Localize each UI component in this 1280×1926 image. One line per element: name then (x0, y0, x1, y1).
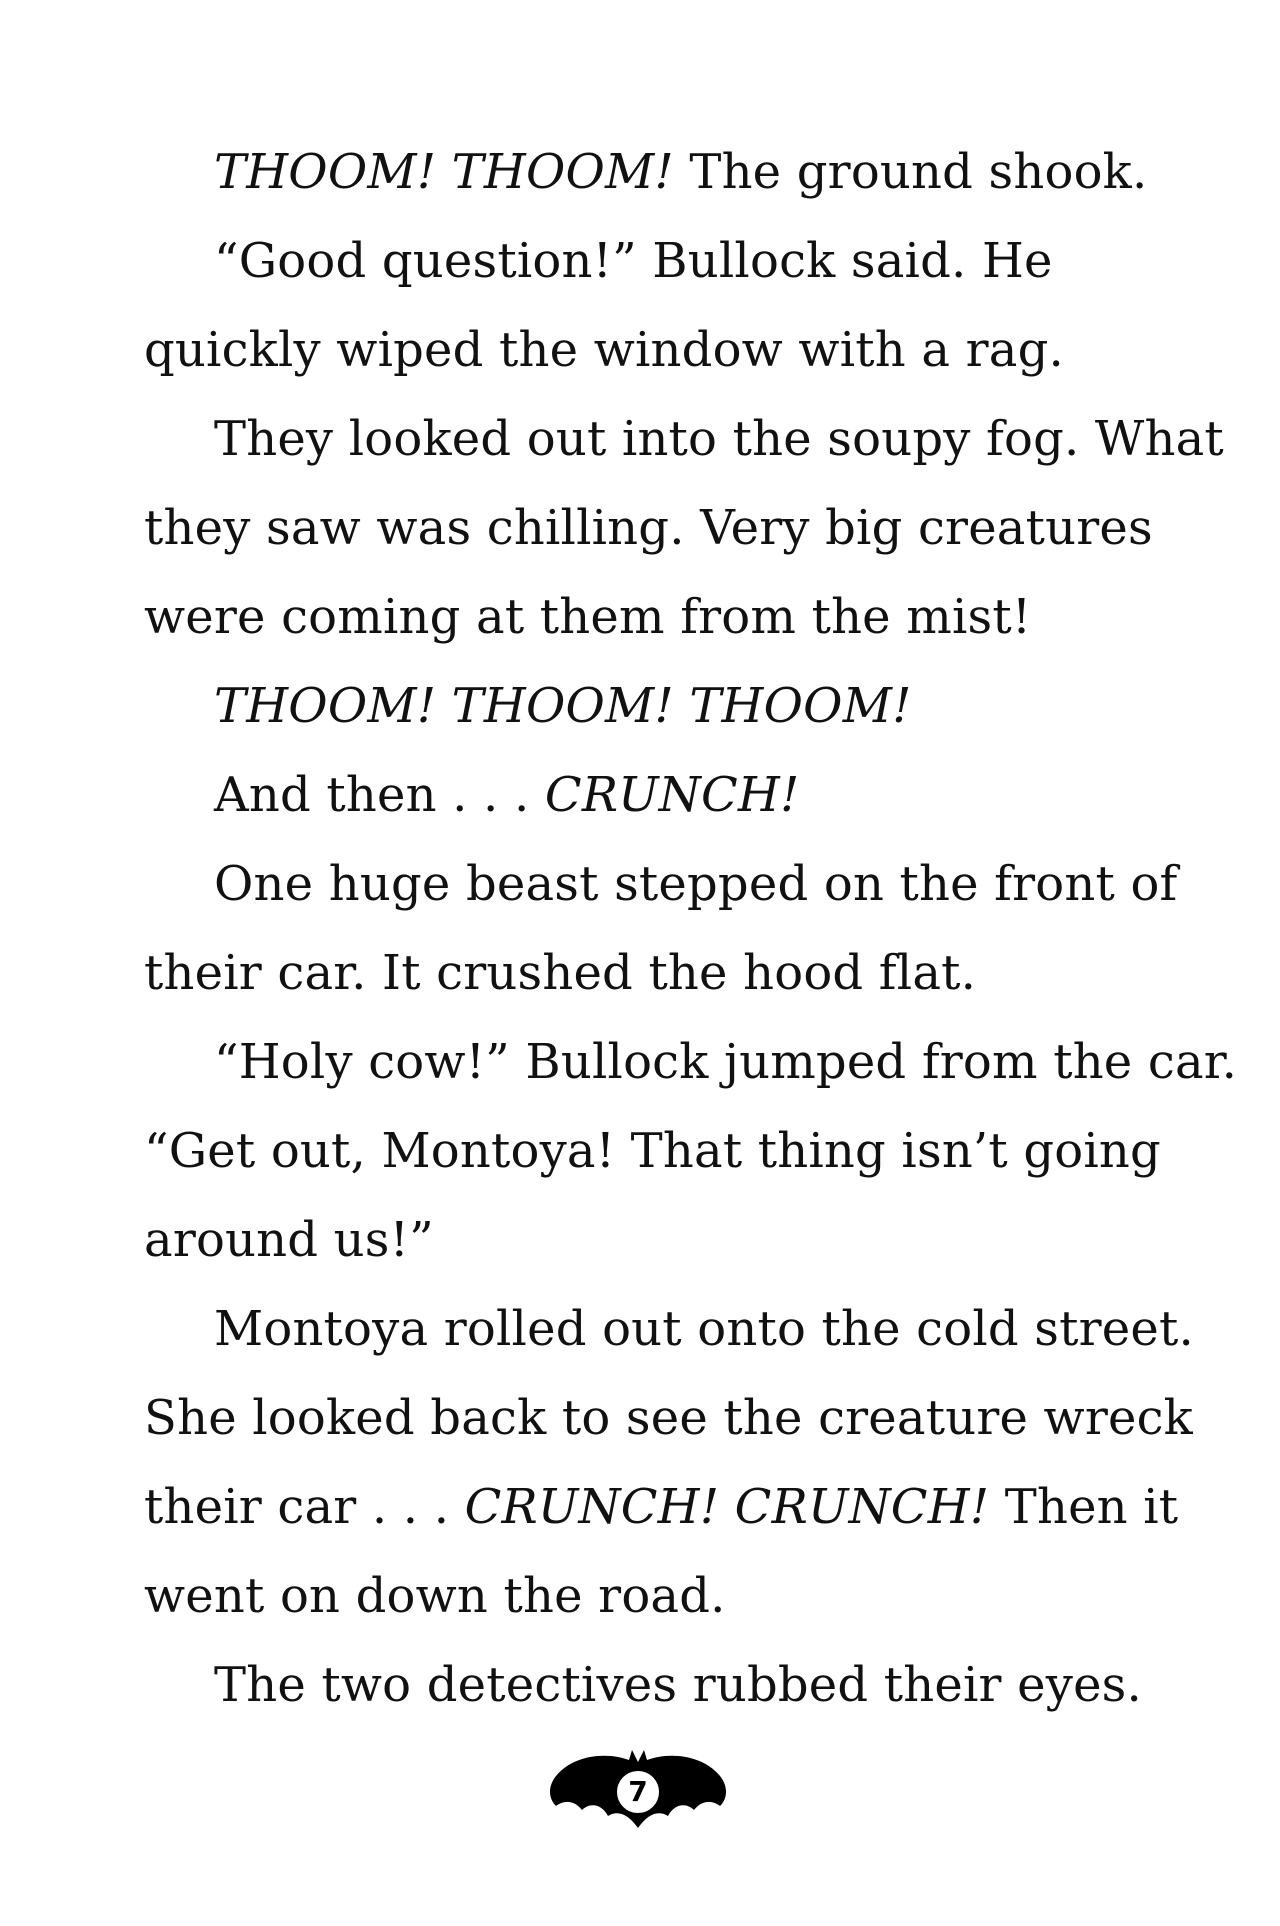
text-span: around us!” (144, 1212, 434, 1268)
text-span: Montoya rolled out onto the cold street. (214, 1301, 1194, 1357)
text-line (144, 1107, 1161, 1196)
text-span: were coming at them from the mist! (144, 589, 1032, 645)
story-text (144, 128, 1238, 1730)
text-line (144, 1018, 1238, 1107)
text-line (144, 395, 1224, 484)
sound-effect: CRUNCH! CRUNCH! (464, 1479, 990, 1535)
page-number: 7 (628, 1775, 648, 1808)
text-span: She looked back to see the creature wreck (144, 1390, 1193, 1446)
text-line (144, 1641, 1144, 1730)
text-line (144, 128, 1148, 217)
text-line (144, 573, 1144, 662)
text-line (144, 840, 1178, 929)
sound-effect: CRUNCH! (544, 767, 800, 823)
text-line (144, 484, 1153, 573)
text-span: went on down the road. (144, 1568, 726, 1624)
text-line (144, 1552, 1144, 1641)
text-span: They looked out into the soupy fog. What (214, 411, 1224, 467)
text-line (144, 217, 1144, 306)
text-span: their car. It crushed the hood flat. (144, 945, 977, 1001)
text-line (144, 1374, 1193, 1463)
text-line (144, 751, 1144, 840)
text-line (144, 1285, 1194, 1374)
text-span: their car . . . (144, 1479, 465, 1535)
text-span: quickly wiped the window with a rag. (144, 322, 1064, 378)
sound-effect: THOOM! THOOM! THOOM! (214, 678, 912, 734)
page-number-badge (548, 1740, 728, 1840)
text-span: “Holy cow!” Bullock jumped from the car. (214, 1034, 1238, 1090)
text-span: they saw was chilling. Very big creatures (144, 500, 1153, 556)
text-span: The two detectives rubbed their eyes. (214, 1657, 1142, 1713)
text-span: One huge beast stepped on the front of (214, 856, 1178, 912)
text-span: “Good question!” Bullock said. He (214, 233, 1053, 289)
text-span: Then it (989, 1479, 1179, 1535)
text-line (144, 662, 1144, 751)
text-span: “Get out, Montoya! That thing isn’t going (144, 1123, 1161, 1179)
text-line (144, 929, 1144, 1018)
text-line (144, 306, 1144, 395)
sound-effect: THOOM! THOOM! (214, 144, 674, 200)
text-span: The ground shook. (673, 144, 1148, 200)
text-line (144, 1196, 1144, 1285)
text-line (144, 1463, 1179, 1552)
text-span: And then . . . (214, 767, 545, 823)
